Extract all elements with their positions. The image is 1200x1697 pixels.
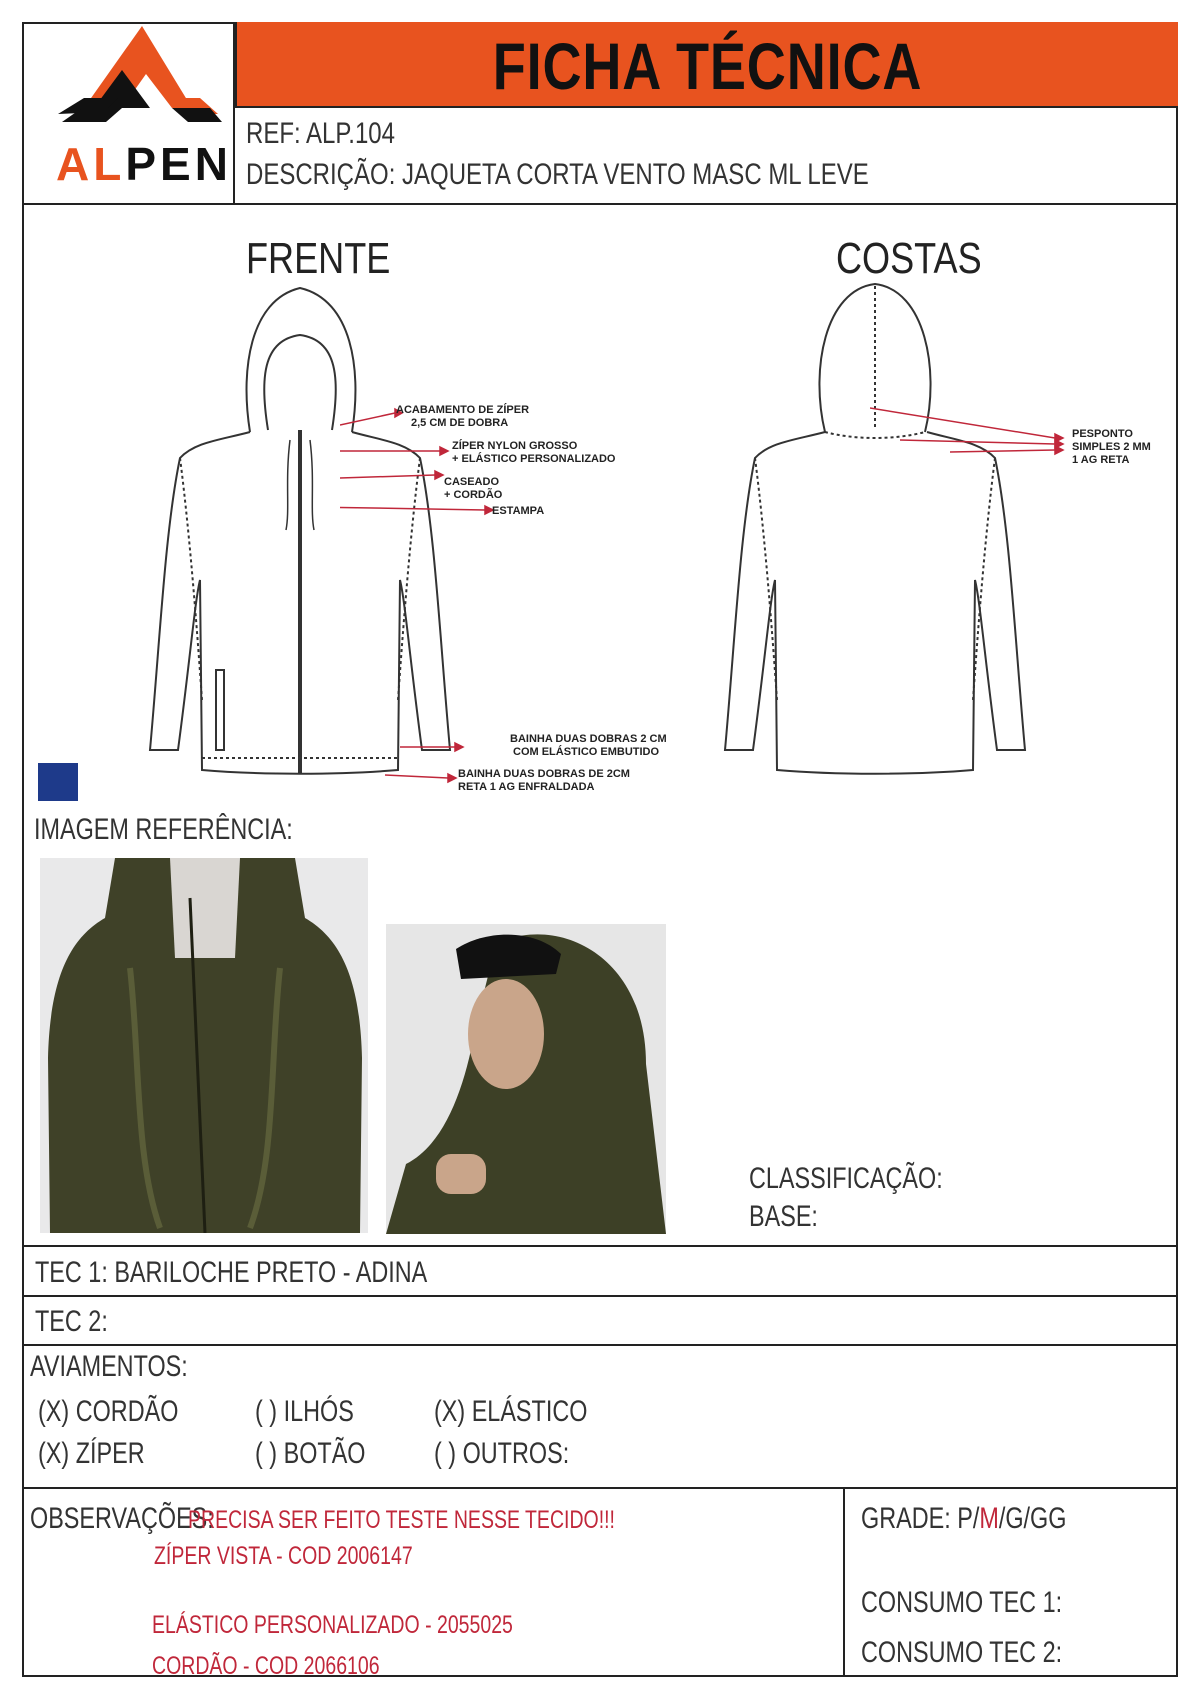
callout-print: ESTAMPA <box>492 505 545 517</box>
size-grade: GRADE: P/M/G/GG <box>861 1502 1067 1535</box>
callout-sleeve-hem: BAINHA DUAS DOBRAS 2 CM COM ELÁSTICO EMBUTIDO <box>510 733 667 758</box>
classification-label: CLASSIFICAÇÃO: <box>749 1162 943 1195</box>
divider <box>22 1487 1178 1489</box>
reference-photo-front <box>40 858 368 1233</box>
page-title: FICHA TÉCNICA <box>492 29 923 103</box>
note-zipper: ZÍPER VISTA - COD 2006147 <box>154 1542 413 1570</box>
logo-text-pen: PEN <box>125 138 232 190</box>
back-view-title: COSTAS <box>836 234 982 283</box>
callout-buttonhole: CASEADO + CORDÃO <box>444 476 503 501</box>
divider <box>22 1344 1178 1346</box>
callout-body-hem: BAINHA DUAS DOBRAS DE 2CM RETA 1 AG ENFRALDADA <box>458 768 630 793</box>
logo-area <box>22 22 235 205</box>
callout-zipper-finish: ACABAMENTO DE ZÍPER 2,5 CM DE DOBRA <box>396 404 530 429</box>
title-bar <box>235 22 1178 108</box>
base-label: BASE: <box>749 1200 818 1233</box>
callout-topstitch: PESPONTO SIMPLES 2 MM 1 AG RETA <box>1072 428 1151 466</box>
callout-zipper-nylon: ZÍPER NYLON GROSSO + ELÁSTICO PERSONALIZADO <box>452 440 616 465</box>
trim-eyelet-checkbox[interactable]: ( ) ILHÓS <box>255 1395 354 1428</box>
alpen-logo-icon <box>22 22 233 205</box>
note-test-fabric: PRECISA SER FEITO TESTE NESSE TECIDO!!! <box>188 1506 615 1534</box>
fabric-2: TEC 2: <box>35 1305 108 1338</box>
size-highlight: M <box>979 1502 999 1535</box>
logo-text-al: AL <box>56 138 126 190</box>
color-swatch <box>38 763 78 801</box>
back-callout-arrows <box>870 400 1070 470</box>
vertical-divider <box>843 1487 845 1677</box>
divider <box>22 1245 1178 1247</box>
divider <box>22 203 1178 205</box>
trim-zipper-checkbox[interactable]: (X) ZÍPER <box>38 1437 145 1470</box>
trim-elastic-checkbox[interactable]: (X) ELÁSTICO <box>434 1395 588 1428</box>
reference-label: IMAGEM REFERÊNCIA: <box>34 813 293 846</box>
fabric-1: TEC 1: BARILOCHE PRETO - ADINA <box>35 1256 428 1289</box>
notes-label: OBSERVAÇÕES: <box>30 1502 214 1535</box>
trim-cord-checkbox[interactable]: (X) CORDÃO <box>38 1395 179 1428</box>
sheet-frame <box>22 22 1178 1677</box>
note-cord: CORDÃO - COD 2066106 <box>152 1652 380 1680</box>
front-view-title: FRENTE <box>246 234 391 283</box>
svg-text:ALPEN <box>56 138 232 190</box>
ref-code: REF: ALP.104 <box>246 117 395 150</box>
consumption-fabric-2: CONSUMO TEC 2: <box>861 1636 1063 1669</box>
reference-photo-hood <box>386 924 666 1234</box>
back-jacket-drawing <box>715 280 1035 790</box>
trims-label: AVIAMENTOS: <box>30 1350 188 1383</box>
trim-others-checkbox[interactable]: ( ) OUTROS: <box>434 1437 570 1470</box>
note-elastic: ELÁSTICO PERSONALIZADO - 2055025 <box>152 1611 513 1639</box>
divider <box>22 1295 1178 1297</box>
product-description: DESCRIÇÃO: JAQUETA CORTA VENTO MASC ML LEVE <box>246 158 869 191</box>
trim-button-checkbox[interactable]: ( ) BOTÃO <box>255 1437 366 1470</box>
consumption-fabric-1: CONSUMO TEC 1: <box>861 1586 1063 1619</box>
